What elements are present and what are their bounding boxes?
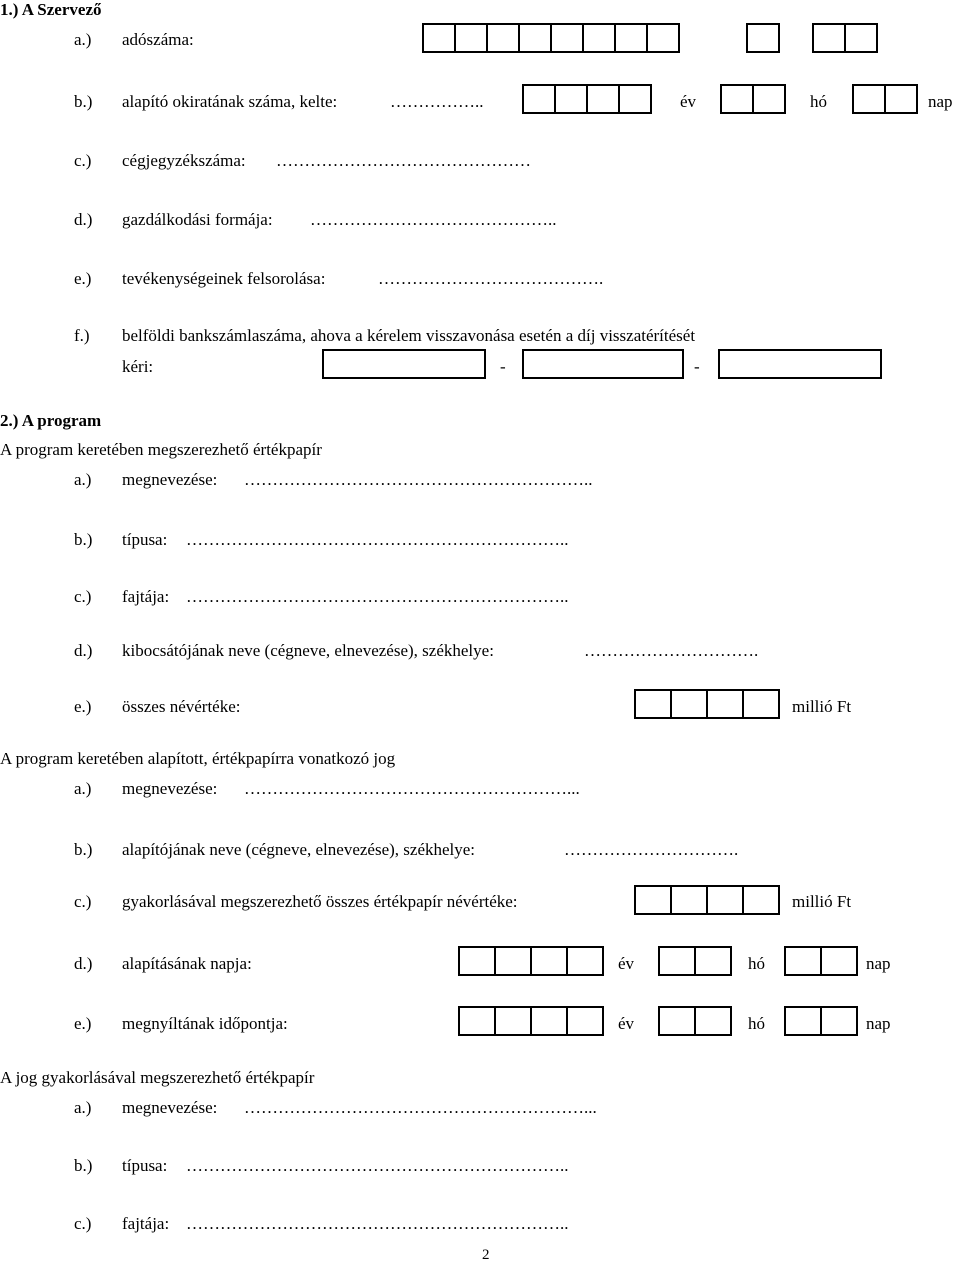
item-letter: a.) bbox=[74, 1098, 92, 1117]
company-reg-label: cégjegyzékszáma: bbox=[122, 151, 246, 170]
digit-box[interactable] bbox=[458, 946, 496, 976]
item-letter: a.) bbox=[74, 470, 92, 489]
unit-label: millió Ft bbox=[792, 697, 852, 716]
digit-box[interactable] bbox=[884, 84, 918, 114]
fill-dots[interactable]: ………………………………………………………….. bbox=[186, 1156, 569, 1175]
fill-dots[interactable]: …………………………………. bbox=[378, 269, 604, 288]
digit-box[interactable] bbox=[646, 23, 680, 53]
year-label: év bbox=[618, 954, 635, 973]
fill-dots[interactable]: …………………………………………………... bbox=[244, 779, 580, 798]
exercise-nominal-label: gyakorlásával megszerezhető összes értékpapír névértéke: bbox=[122, 892, 518, 911]
business-form-label: gazdálkodási formája: bbox=[122, 210, 273, 229]
exercise-nominal-boxes[interactable] bbox=[634, 885, 780, 915]
digit-box[interactable] bbox=[694, 1006, 732, 1036]
item-letter: b.) bbox=[74, 1156, 93, 1175]
digit-box[interactable] bbox=[670, 689, 708, 719]
digit-box[interactable] bbox=[518, 23, 552, 53]
digit-box[interactable] bbox=[820, 1006, 858, 1036]
unit-label: millió Ft bbox=[792, 892, 852, 911]
tax-number-label: adószáma: bbox=[122, 30, 194, 49]
item-letter: d.) bbox=[74, 954, 93, 973]
item-letter: c.) bbox=[74, 1214, 92, 1233]
founding-date-label: alapításának napja: bbox=[122, 954, 252, 973]
bank-account-part-3[interactable] bbox=[718, 349, 882, 379]
nominal-value-boxes[interactable] bbox=[634, 689, 780, 719]
digit-box[interactable] bbox=[530, 946, 568, 976]
fill-dots[interactable]: …………………………………………………….. bbox=[244, 470, 593, 489]
tax-number-boxes-3[interactable] bbox=[812, 23, 878, 53]
digit-box[interactable] bbox=[634, 885, 672, 915]
dash: - bbox=[500, 357, 506, 376]
right-security-name-label: megnevezése: bbox=[122, 1098, 218, 1117]
digit-box[interactable] bbox=[494, 946, 532, 976]
item-letter: a.) bbox=[74, 30, 92, 49]
fill-dots[interactable]: ………………………………………………………….. bbox=[186, 587, 569, 606]
month-label: hó bbox=[748, 954, 765, 973]
digit-box[interactable] bbox=[706, 689, 744, 719]
month-label: hó bbox=[810, 92, 827, 111]
digit-box[interactable] bbox=[742, 885, 780, 915]
activities-label: tevékenységeinek felsorolása: bbox=[122, 269, 326, 288]
digit-box[interactable] bbox=[746, 23, 780, 53]
day-boxes[interactable] bbox=[784, 946, 858, 976]
fill-dots[interactable]: …………………………………….. bbox=[310, 210, 557, 229]
bank-account-part-2[interactable] bbox=[522, 349, 684, 379]
digit-box[interactable] bbox=[454, 23, 488, 53]
item-letter: e.) bbox=[74, 269, 92, 288]
fill-dots[interactable]: ……………………………………………………... bbox=[244, 1098, 597, 1117]
fill-dots[interactable]: …………….. bbox=[390, 92, 484, 111]
day-label: nap bbox=[866, 954, 891, 973]
digit-box[interactable] bbox=[494, 1006, 532, 1036]
fill-dots[interactable]: ………………………………………………………….. bbox=[186, 1214, 569, 1233]
tax-number-boxes-2[interactable] bbox=[746, 23, 780, 53]
digit-box[interactable] bbox=[614, 23, 648, 53]
security-kind-label: fajtája: bbox=[122, 587, 170, 606]
digit-box[interactable] bbox=[852, 84, 886, 114]
item-letter: b.) bbox=[74, 840, 93, 859]
digit-box[interactable] bbox=[720, 84, 754, 114]
digit-box[interactable] bbox=[812, 23, 846, 53]
digit-box[interactable] bbox=[586, 84, 620, 114]
founding-doc-label: alapító okiratának száma, kelte: bbox=[122, 92, 338, 111]
section-1-title: 1.) A Szervező bbox=[0, 0, 102, 19]
section-2-title: 2.) A program bbox=[0, 411, 102, 430]
digit-box[interactable] bbox=[566, 1006, 604, 1036]
security-name-label: megnevezése: bbox=[122, 470, 218, 489]
security-type-label: típusa: bbox=[122, 530, 168, 549]
year-boxes[interactable] bbox=[458, 946, 604, 976]
digit-box[interactable] bbox=[658, 946, 696, 976]
opening-date-label: megnyíltának időpontja: bbox=[122, 1014, 288, 1033]
fill-dots[interactable]: ………………………………………………………….. bbox=[186, 530, 569, 549]
right-security-kind-label: fajtája: bbox=[122, 1214, 170, 1233]
bank-account-part-1[interactable] bbox=[322, 349, 486, 379]
day-boxes[interactable] bbox=[784, 1006, 858, 1036]
digit-box[interactable] bbox=[566, 946, 604, 976]
digit-box[interactable] bbox=[582, 23, 616, 53]
digit-box[interactable] bbox=[844, 23, 878, 53]
dash: - bbox=[694, 357, 700, 376]
month-boxes[interactable] bbox=[658, 946, 732, 976]
digit-box[interactable] bbox=[706, 885, 744, 915]
subsection-title: A jog gyakorlásával megszerezhető értékpapír bbox=[0, 1068, 315, 1087]
day-boxes[interactable] bbox=[852, 84, 918, 114]
item-letter: a.) bbox=[74, 779, 92, 798]
subsection-title: A program keretében alapított, értékpapírra vonatkozó jog bbox=[0, 749, 396, 768]
subsection-title: A program keretében megszerezhető értékpapír bbox=[0, 440, 322, 459]
digit-box[interactable] bbox=[550, 23, 584, 53]
digit-box[interactable] bbox=[742, 689, 780, 719]
digit-box[interactable] bbox=[530, 1006, 568, 1036]
digit-box[interactable] bbox=[422, 23, 456, 53]
item-letter: c.) bbox=[74, 892, 92, 911]
item-letter: e.) bbox=[74, 697, 92, 716]
item-letter: c.) bbox=[74, 151, 92, 170]
digit-box[interactable] bbox=[752, 84, 786, 114]
fill-dots[interactable]: …………………………. bbox=[564, 840, 739, 859]
item-letter: b.) bbox=[74, 92, 93, 111]
digit-box[interactable] bbox=[554, 84, 588, 114]
year-label: év bbox=[680, 92, 697, 111]
digit-box[interactable] bbox=[458, 1006, 496, 1036]
issuer-label: kibocsátójának neve (cégneve, elnevezése), székhelye: bbox=[122, 641, 494, 660]
item-letter: f.) bbox=[74, 326, 90, 345]
day-label: nap bbox=[928, 92, 953, 111]
digit-box[interactable] bbox=[820, 946, 858, 976]
month-boxes[interactable] bbox=[658, 1006, 732, 1036]
year-boxes[interactable] bbox=[458, 1006, 604, 1036]
month-label: hó bbox=[748, 1014, 765, 1033]
item-letter: b.) bbox=[74, 530, 93, 549]
year-boxes[interactable] bbox=[522, 84, 652, 114]
day-label: nap bbox=[866, 1014, 891, 1033]
item-letter: c.) bbox=[74, 587, 92, 606]
fill-dots[interactable]: …………………………. bbox=[584, 641, 759, 660]
item-letter: d.) bbox=[74, 641, 93, 660]
right-security-type-label: típusa: bbox=[122, 1156, 168, 1175]
digit-box[interactable] bbox=[522, 84, 556, 114]
tax-number-boxes-1[interactable] bbox=[422, 23, 680, 53]
total-nominal-label: összes névértéke: bbox=[122, 697, 241, 716]
right-name-label: megnevezése: bbox=[122, 779, 218, 798]
page-number: 2 bbox=[482, 1247, 490, 1263]
bank-account-label: belföldi bankszámlaszáma, ahova a kérelem visszavonása esetén a díj visszatérítését bbox=[122, 326, 696, 345]
digit-box[interactable] bbox=[486, 23, 520, 53]
item-letter: e.) bbox=[74, 1014, 92, 1033]
founder-label: alapítójának neve (cégneve, elnevezése), székhelye: bbox=[122, 840, 476, 859]
item-letter: d.) bbox=[74, 210, 93, 229]
year-label: év bbox=[618, 1014, 635, 1033]
digit-box[interactable] bbox=[784, 1006, 822, 1036]
digit-box[interactable] bbox=[634, 689, 672, 719]
digit-box[interactable] bbox=[658, 1006, 696, 1036]
digit-box[interactable] bbox=[618, 84, 652, 114]
digit-box[interactable] bbox=[670, 885, 708, 915]
month-boxes[interactable] bbox=[720, 84, 786, 114]
bank-account-label-2: kéri: bbox=[122, 357, 154, 376]
fill-dots[interactable]: ……………………………………… bbox=[276, 151, 531, 170]
digit-box[interactable] bbox=[694, 946, 732, 976]
digit-box[interactable] bbox=[784, 946, 822, 976]
